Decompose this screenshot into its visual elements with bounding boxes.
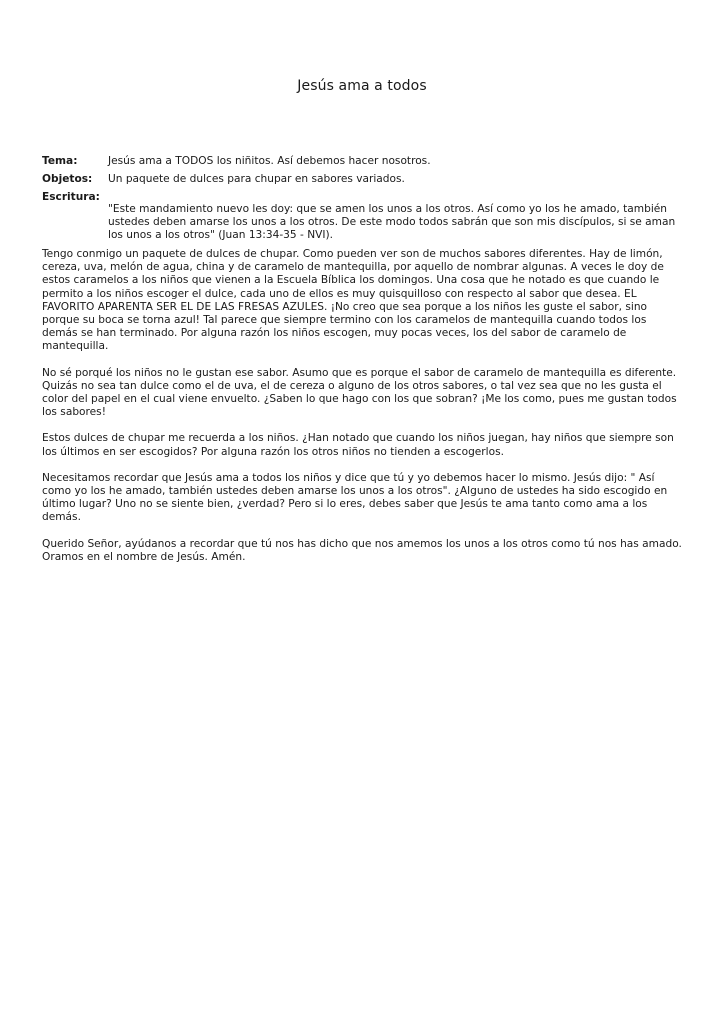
paragraph: Estos dulces de chupar me recuerda a los niños. ¿Han notado que cuando los niños juegan, hay niños que siempre son los últimos en ser escogidos? Por alguna razón los otros niños no tienden a escogerlos. bbox=[42, 432, 674, 458]
tema-row bbox=[42, 155, 682, 168]
lesson-meta bbox=[42, 155, 682, 247]
escritura-row bbox=[42, 191, 682, 242]
escritura-value: "Este mandamiento nuevo les doy: que se amen los unos a los otros. Así como yo los he amado, también ustedes deben amarse los unos a los otros. De este modo todos sabrán que son mis discípulos, si se aman los unos a los otros" (Juan 13:34-35 - NVI). bbox=[108, 203, 676, 241]
page-title: Jesús ama a todos bbox=[297, 78, 427, 94]
lesson-body bbox=[42, 248, 682, 577]
paragraph: Tengo conmigo un paquete de dulces de chupar. Como pueden ver son de muchos sabores diferentes. Hay de limón, cereza, uva, melón de agua, china y de caramelo de mantequilla, por aquello de nombrar algunas. A veces le doy de estos caramelos a los niños que vienen a la Escuela Bíblica los domingos. Una cosa que he notado es que cuando le permito a los niños escoger el dulce, cada uno de ellos es muy quisquilloso con respecto al sabor que desea. EL FAVORITO APARENTA SER EL DE LAS FRESAS AZULES. ¡No creo que sea porque a los niños les guste el sabor, sino porque su boca se torna azul! Tal parece que siempre termino con los caramelos de mantequilla cuando todos los demás se han terminado. Por alguna razón los niños escogen, muy pocas veces, los del sabor de caramelo de mantequilla. bbox=[42, 248, 664, 353]
closing-prayer: Querido Señor, ayúdanos a recordar que tú nos has dicho que nos amemos los unos a los otros como tú nos has amado. Oramos en el nombre de Jesús. Amén. bbox=[42, 537, 682, 563]
tema-value: Jesús ama a TODOS los niñitos. Así debemos hacer nosotros. bbox=[108, 155, 431, 167]
paragraph: No sé porqué los niños no le gustan ese sabor. Asumo que es porque el sabor de caramelo de mantequilla es diferente. Quizás no sea tan dulce como el de uva, el de cereza o alguno de los otros sabores, o tal vez sea que no les gusta el color del papel en el cual viene envuelto. ¿Saben lo que hago con los que sobran? ¡Me los como, pues me gustan todos los sabores! bbox=[42, 366, 677, 419]
tema-label: Tema: bbox=[42, 155, 78, 167]
objetos-value: Un paquete de dulces para chupar en sabores variados. bbox=[108, 173, 405, 185]
escritura-label: Escritura: bbox=[42, 191, 100, 203]
paragraph: Necesitamos recordar que Jesús ama a todos los niños y dice que tú y yo debemos hacer lo mismo. Jesús dijo: " Así como yo los he amado, también ustedes deben amarse los unos a los otros". ¿Alguno de ustedes ha sido escogido en último lugar? Uno no se siente bien, ¿verdad? Pero si lo eres, debes saber que Jesús te ama tanto como ama a los demás. bbox=[42, 471, 668, 524]
objetos-label: Objetos: bbox=[42, 173, 93, 185]
objetos-row bbox=[42, 173, 682, 186]
